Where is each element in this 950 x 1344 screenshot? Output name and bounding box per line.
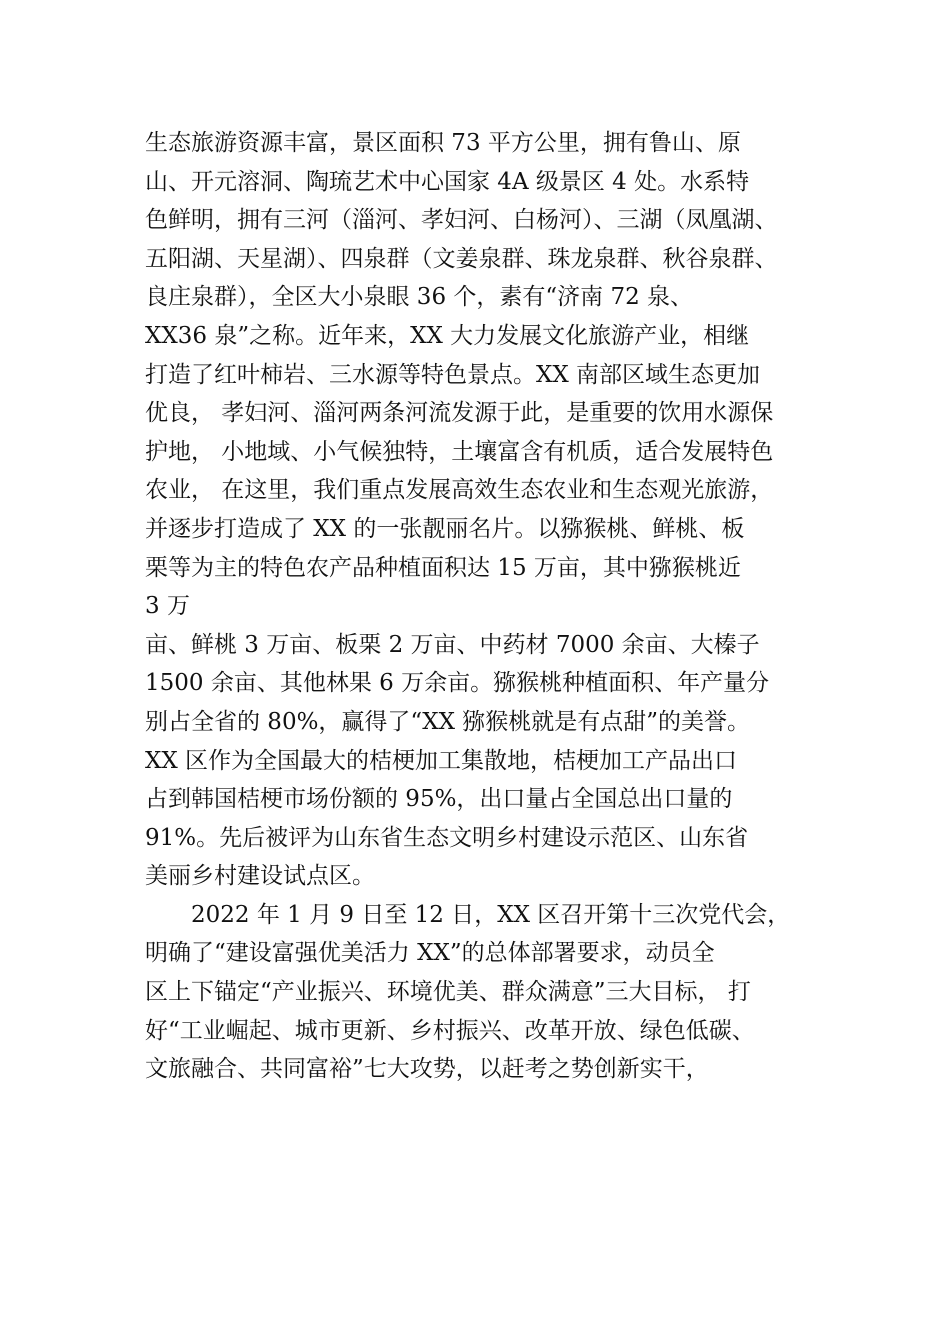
text-line: 并逐步打造成了 XX 的一张靓丽名片。以猕猴桃、鲜桃、板 [145,515,745,542]
text-line: 栗等为主的特色农产品种植面积达 15 万亩，其中猕猴桃近 [145,554,741,581]
text-line: 色鲜明，拥有三河（淄河、孝妇河、白杨河）、三湖（凤凰湖、 [145,207,778,234]
text-line: XX 区作为全国最大的桔梗加工集散地，桔梗加工产品出口 [145,747,738,774]
text-line: 护地， 小地域、小气候独特，土壤富含有机质，适合发展特色 [145,438,774,465]
text-line: XX36 泉”之称。近年来，XX 大力发展文化旅游产业，相继 [145,322,750,349]
text-line: 五阳湖、天星湖）、四泉群（文姜泉群、珠龙泉群、秋谷泉群、 [145,245,778,272]
text-line: 占到韩国桔梗市场份额的 95%，出口量占全国总出口量的 [145,786,733,813]
text-line: 美丽乡村建设试点区。 [145,863,375,890]
text-line: 生态旅游资源丰富，景区面积 73 平方公里，拥有鲁山、原 [145,130,741,156]
text-line: 农业， 在这里，我们重点发展高效生态农业和生态观光旅游， [145,477,774,504]
text-line: 打造了红叶柿岩、三水源等特色景点。XX 南部区域生态更加 [145,361,761,388]
text-line: 1500 余亩、其他林果 6 万余亩。猕猴桃种植面积、年产量分 [145,670,770,697]
text-line: 优良， 孝妇河、淄河两条河流发源于此，是重要的饮用水源保 [145,400,774,427]
text-line: 91%。先后被评为山东省生态文明乡村建设示范区、山东省 [145,824,749,851]
text-line: 亩、鲜桃 3 万亩、板栗 2 万亩、中药材 7000 余亩、大榛子 [145,631,760,658]
text-line: 好“工业崛起、城市更新、乡村振兴、改革开放、绿色低碳、 [145,1017,755,1044]
text-line: 明确了“建设富强优美活力 XX”的总体部署要求，动员全 [145,940,715,967]
text-line: 区上下锚定“产业振兴、环境优美、群众满意”三大目标， 打 [145,979,751,1006]
text-line: 文旅融合、共同富裕”七大攻势，以赶考之势创新实干， [145,1056,709,1083]
text-line: 山、开元溶洞、陶琉艺术中心国家 4A 级景区 4 处。水系特 [145,168,750,195]
text-line: 别占全省的 80%，赢得了“XX 猕猴桃就是有点甜”的美誉。 [145,708,751,735]
text-line: 良庄泉群），全区大小泉眼 36 个，素有“济南 72 泉、 [145,284,694,311]
text-line: 3 万 [145,593,190,620]
paragraph-first-line: 2022 年 1 月 9 日至 12 日，XX 区召开第十三次党代会， [191,901,791,928]
body-text [145,124,835,1089]
